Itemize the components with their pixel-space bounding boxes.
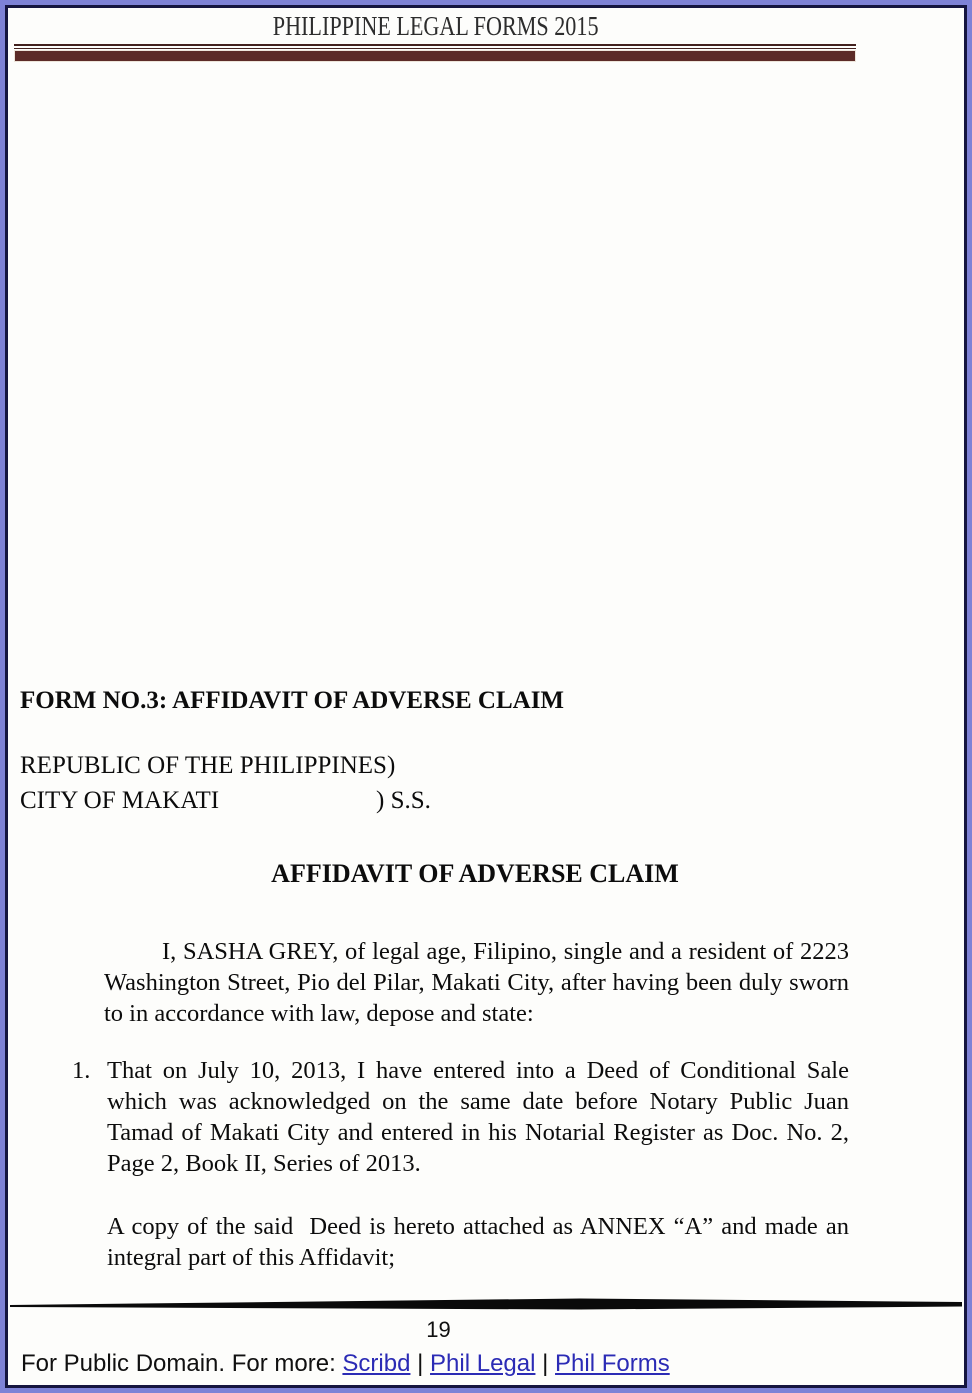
footer-tapered-rule (10, 1298, 962, 1310)
link-scribd[interactable]: Scribd (342, 1350, 411, 1377)
header-ornament-rule (14, 44, 856, 62)
credits-separator-2: | (542, 1350, 549, 1377)
document-sheet (5, 5, 967, 1388)
intro-paragraph: I, SASHA GREY, of legal age, Filipino, single and a resident of 2223 Washington Street, Pio del Pilar, Makati City, after having been duly sworn to in accordance with law, depose and state: (104, 938, 849, 1027)
form-content (8, 686, 964, 1273)
header-thin-line-2 (14, 48, 856, 49)
credits-line (21, 1350, 964, 1378)
venue-ss-text: ) S.S. (376, 787, 431, 814)
credits-prefix: For Public Domain. For more: (21, 1350, 343, 1377)
book-title-text: PHILIPPINE LEGAL FORMS 2015 (273, 11, 599, 41)
venue-city-text: CITY OF MAKATI (20, 787, 220, 814)
link-phil-legal[interactable]: Phil Legal (430, 1350, 536, 1377)
venue-line-city (20, 783, 944, 818)
blank-area (8, 62, 964, 670)
item-text: That on July 10, 2013, I have entered into a Deed of Conditional Sale which was acknowledged on the same date before Notary Public Juan Tamad of Makati City and entered in his Notarial Register as Doc. No. 2, Page 2, Book II, Series of 2013. (107, 1057, 849, 1177)
numbered-item-1 (8, 1055, 964, 1179)
venue-line-republic: REPUBLIC OF THE PHILIPPINES) (20, 752, 396, 779)
venue-block (20, 748, 944, 818)
link-phil-forms[interactable]: Phil Forms (555, 1350, 670, 1377)
book-title (8, 11, 864, 42)
document-title: AFFIDAVIT OF ADVERSE CLAIM (271, 859, 679, 888)
header-maroon-bar (14, 50, 856, 62)
header-thin-line-1 (14, 44, 856, 46)
credits-separator-1: | (417, 1350, 424, 1377)
page-number: 19 (426, 1317, 451, 1342)
annex-paragraph: A copy of the said Deed is hereto attached as ANNEX “A” and made an integral part of this Affidavit; (107, 1213, 856, 1271)
item-number: 1. (72, 1057, 91, 1084)
form-number-heading: FORM NO.3: AFFIDAVIT OF ADVERSE CLAIM (20, 687, 565, 714)
page-footer (8, 1298, 964, 1385)
